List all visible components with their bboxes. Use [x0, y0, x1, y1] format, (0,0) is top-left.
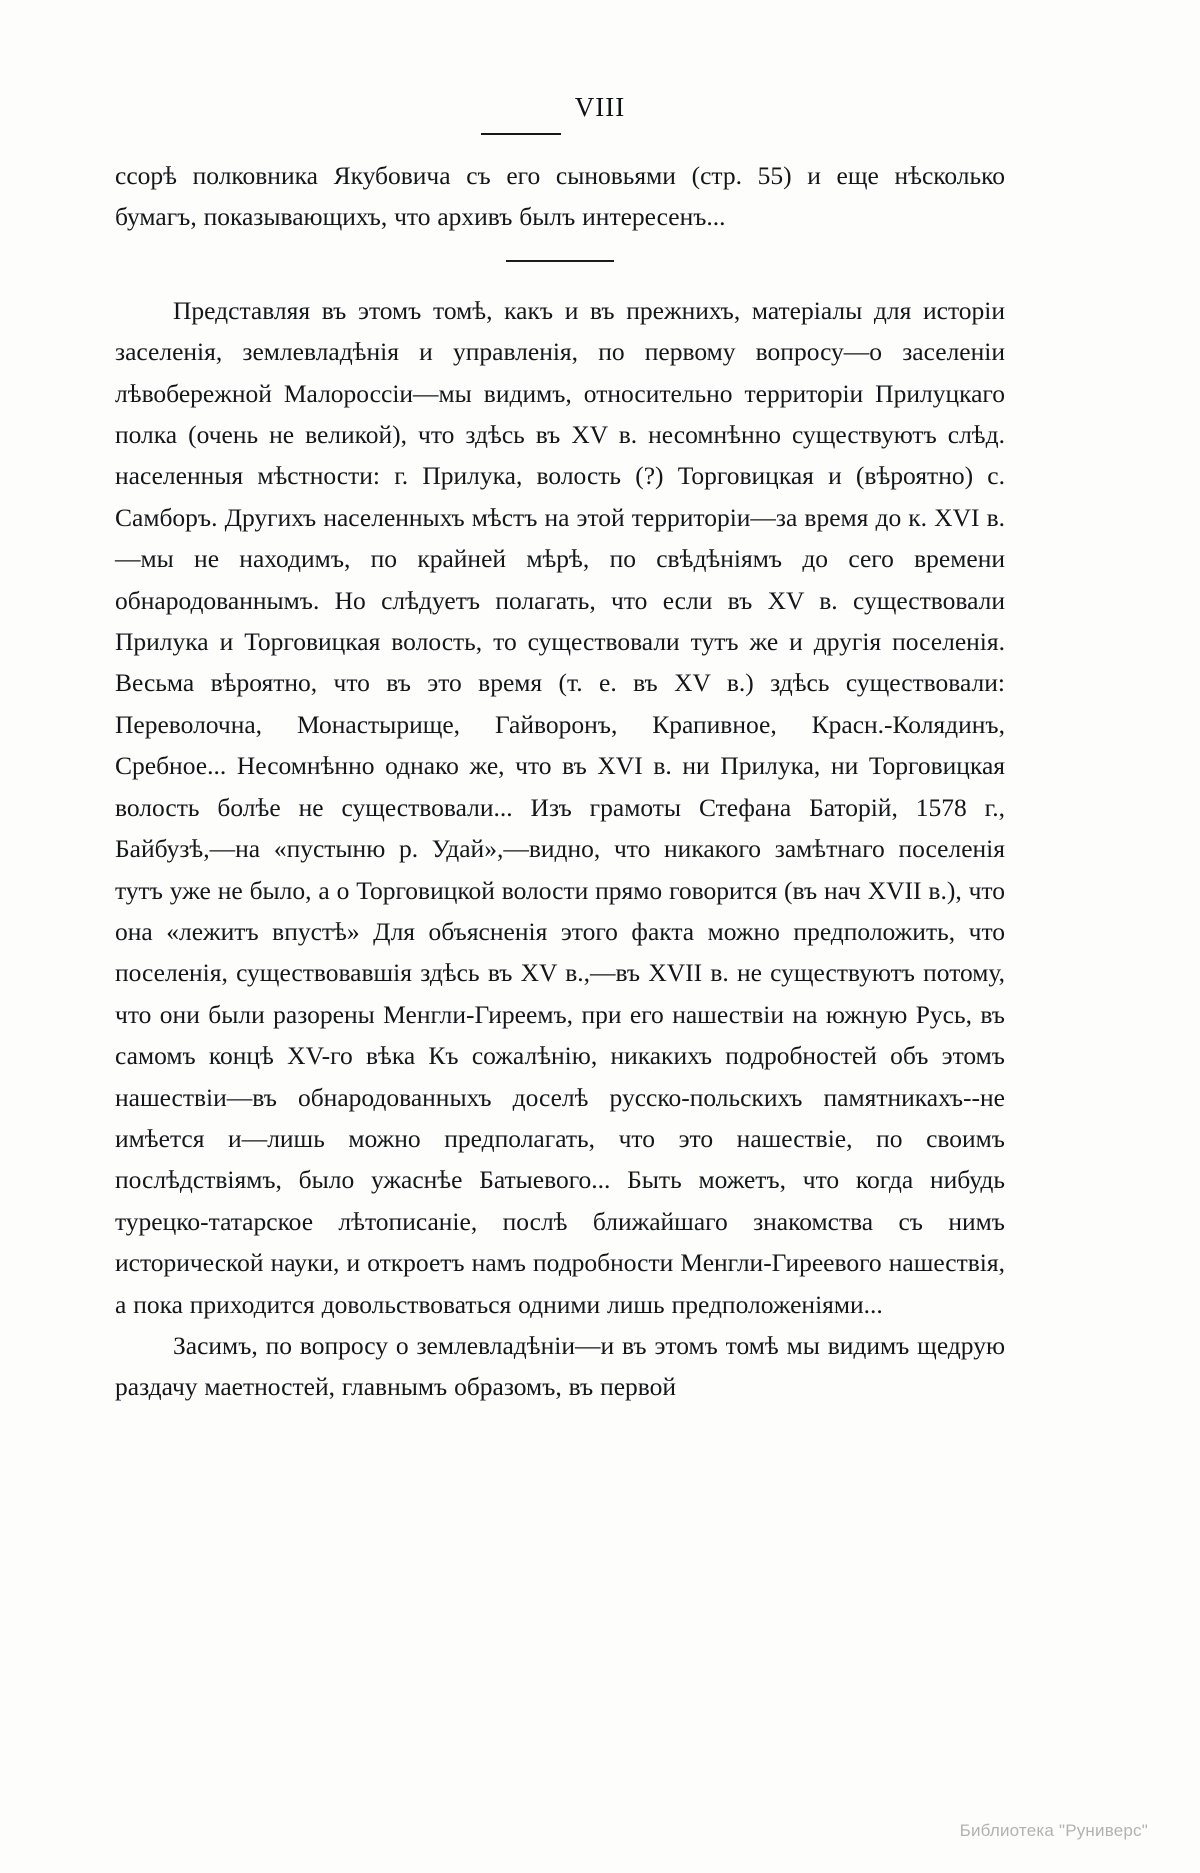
page-number: VIII — [574, 92, 626, 122]
paragraph-main: Представляя въ этомъ томѣ, какъ и въ прежнихъ, матеріалы для исторіи заселенія, землевладѣнія и управленія, по первому вопросу—о заселеніи лѣвобережной Малороссіи—мы видимъ, относительно территоріи Прилуцкаго полка (очень не великой), что здѣсь въ XV в. несомнѣнно существуютъ слѣд. населенныя мѣстности: г. Прилука, волость (?) Торговицкая и (вѣроятно) с. Самборъ. Другихъ населенныхъ мѣстъ на этой территоріи—за время до к. XVI в.—мы не находимъ, по крайней мѣрѣ, по свѣдѣніямъ до сего времени обнародованнымъ. Но слѣдуетъ полагать, что если въ XV в. существовали Прилука и Торговицкая волость, то существовали тутъ же и другія поселенія. Весьма вѣроятно, что въ это время (т. е. въ XV в.) здѣсь существовали: Переволочна, Монастырище, Гайворонъ, Крапивное, Красн.-Колядинъ, Сребное... Несомнѣнно однако же, что въ XVI в. ни Прилука, ни Торговицкая волость болѣе не существовали... Изъ грамоты Стефана Баторій, 1578 г., Байбузѣ,—на «пустыню р. Удай»,—видно, что никакого замѣтнаго поселенія тутъ уже не было, а о Торговицкой волости прямо говорится (въ нач XVII в.), что она «лежитъ впустѣ» Для объясненія этого факта можно предположить, что поселенія, существовавшія здѣсь въ XV в.,—въ XVII в. не существуютъ потому, что они были разорены Менгли-Гиреемъ, при его нашествіи на южную Русь, въ самомъ концѣ XV-го вѣка Къ сожалѣнію, никакихъ подробностей объ этомъ нашествіи—въ обнародованныхъ доселѣ русско-польскихъ памятникахъ--не имѣется и—лишь можно предполагать, что это нашествіе, по своимъ послѣдствіямъ, было ужаснѣе Батыевого... Быть можетъ, что когда нибудь турецко-татарское лѣтописаніе, послѣ ближайшаго знакомства съ нимъ исторической науки, и откроетъ намъ подробности Менгли-Гиреевого нашествія, а пока приходится довольствоваться одними лишь предположеніями... — [115, 295, 1005, 1319]
section-divider — [506, 260, 614, 262]
page-number-underline — [481, 133, 561, 135]
paragraph-continued: ссорѣ полковника Якубовича съ его сыновьями (стр. 55) и еще нѣсколько бумагъ, показывающихъ, что архивъ былъ интересенъ... — [115, 161, 1005, 232]
library-watermark: Библиотека "Руниверс" — [959, 1821, 1148, 1840]
paragraph-closing: Засимъ, по вопросу о землевладѣніи—и въ этомъ томѣ мы видимъ щедрую раздачу маетностей, главнымъ образомъ, въ первой — [115, 1330, 1005, 1402]
page-body — [115, 155, 1005, 1408]
